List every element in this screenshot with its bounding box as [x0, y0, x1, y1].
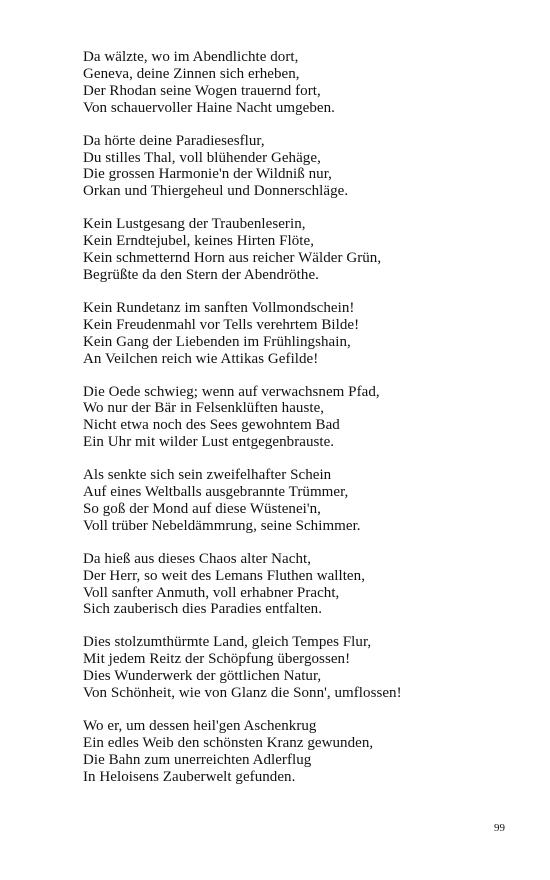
stanza-3 — [83, 216, 523, 284]
poem-line: Da hörte deine Paradiesesflur, — [83, 132, 265, 149]
poem-line: Auf eines Weltballs ausgebrannte Trümmer, — [83, 484, 349, 501]
poem-line: Dies stolzumthürmte Land, gleich Tempes Flur, — [83, 634, 372, 651]
poem-line: Orkan und Thiergeheul und Donnerschläge. — [83, 183, 349, 200]
poem-line: Kein Freudenmahl vor Tells verehrtem Bilde! — [83, 316, 360, 333]
poem-line: Kein schmetternd Horn aus reicher Wälder Grün, — [83, 250, 382, 267]
poem-line: Mit jedem Reitz der Schöpfung übergossen! — [83, 651, 351, 668]
stanza-4 — [83, 300, 523, 368]
poem-line: Die grossen Harmonie'n der Wildniß nur, — [83, 166, 332, 183]
poem-line: In Heloisens Zauberwelt gefunden. — [83, 768, 296, 785]
poem-line: Ein edles Weib den schönsten Kranz gewunden, — [83, 734, 374, 751]
stanza-6 — [83, 467, 523, 535]
poem-line: Ein Uhr mit wilder Lust entgegenbrauste. — [83, 434, 335, 451]
poem-line: Nicht etwa noch des Sees gewohntem Bad — [83, 417, 340, 434]
poem-line: Kein Rundetanz im sanften Vollmondschein! — [83, 299, 355, 316]
poem-line: Die Oede schwieg; wenn auf verwachsnem Pfad, — [83, 383, 380, 400]
stanza-7 — [83, 551, 523, 619]
poem-line: Voll trüber Nebeldämmrung, seine Schimmer. — [83, 517, 361, 534]
poem-line: Du stilles Thal, voll blühender Gehäge, — [83, 149, 321, 166]
poem-line: Von schauervoller Haine Nacht umgeben. — [83, 99, 335, 116]
stanza-1 — [83, 49, 523, 117]
poem-line: Geneva, deine Zinnen sich erheben, — [83, 65, 300, 82]
stanza-9 — [83, 718, 523, 786]
poem-line: Begrüßte da den Stern der Abendröthe. — [83, 266, 319, 283]
poem-line: Wo er, um dessen heil'gen Aschenkrug — [83, 718, 317, 734]
poem-line: Wo nur der Bär in Felsenklüften hauste, — [83, 400, 325, 417]
page-number: 99 — [494, 822, 505, 834]
poem-line: Voll sanfter Anmuth, voll erhabner Pracht, — [83, 584, 340, 601]
poem-line: Dies Wunderwerk der göttlichen Natur, — [83, 668, 322, 685]
poem-line: Sich zauberisch dies Paradies entfalten. — [83, 601, 322, 618]
poem-line: An Veilchen reich wie Attikas Gefilde! — [83, 350, 319, 367]
poem-line: So goß der Mond auf diese Wüstenei'n, — [83, 500, 321, 517]
poem-body — [83, 49, 523, 802]
poem-line: Von Schönheit, wie von Glanz die Sonn', umflossen! — [83, 685, 402, 702]
poem-line: Als senkte sich sein zweifelhafter Schein — [83, 467, 332, 484]
poem-line: Kein Gang der Liebenden im Frühlingshain, — [83, 333, 351, 350]
poem-line: Kein Erndtejubel, keines Hirten Flöte, — [83, 233, 315, 250]
poem-line: Der Rhodan seine Wogen trauernd fort, — [83, 82, 321, 99]
poem-line: Da hieß aus dieses Chaos alter Nacht, — [83, 550, 312, 567]
stanza-2 — [83, 133, 523, 201]
poem-line: Kein Lustgesang der Traubenleserin, — [83, 216, 306, 233]
stanza-5 — [83, 384, 523, 452]
stanza-8 — [83, 634, 523, 702]
poem-line: Der Herr, so weit des Lemans Fluthen wallten, — [83, 567, 365, 584]
poem-line: Da wälzte, wo im Abendlichte dort, — [83, 49, 299, 65]
poem-line: Die Bahn zum unerreichten Adlerflug — [83, 751, 312, 768]
